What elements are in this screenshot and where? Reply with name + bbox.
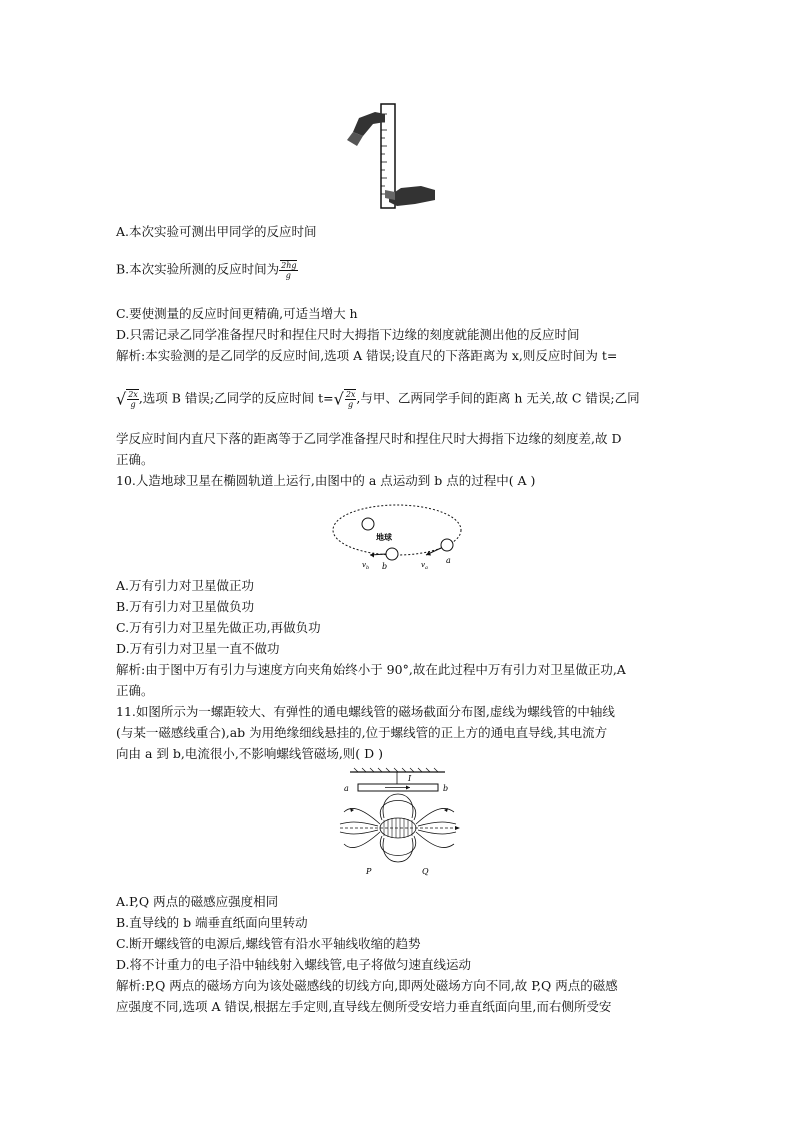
vb-label: $v_b$ bbox=[362, 561, 370, 571]
b-label: b bbox=[382, 562, 388, 571]
q9-explanation-3: 学反应时间内直尺下落的距离等于乙同学准备捏尺时和捏住尺时大拇指下边缘的刻度差,故 D bbox=[116, 431, 622, 446]
q9-explanation-2b: ,与甲、乙两同学手间的距离 h 无关,故 C 错误;乙同 bbox=[356, 390, 640, 406]
q9-explanation-1: 解析:本实验测的是乙同学的反应时间,选项 A 错误;设直尺的下落距离为 x,则反应时间为 t= bbox=[116, 348, 618, 363]
sqrt-1: √ $\frac{2x}{g}$ bbox=[116, 389, 138, 409]
q11-explanation-1: 解析:P,Q 两点的磁场方向为该处磁感线的切线方向,即两处磁场方向不同,故 P,Q 两点的磁感 bbox=[116, 978, 618, 993]
q9-option-b-denominator: g bbox=[285, 271, 291, 280]
q10-option-c: C.万有引力对卫星先做正功,再做负功 bbox=[116, 620, 321, 635]
point-q-label: Q bbox=[422, 867, 429, 876]
q9-option-b bbox=[116, 260, 298, 280]
q9-explanation-4: 正确。 bbox=[116, 452, 154, 467]
current-label: I bbox=[408, 774, 412, 783]
q9-option-a: A.本次实验可测出甲同学的反应时间 bbox=[116, 224, 317, 239]
sqrt-2: √ $\frac{2x}{g}$ bbox=[333, 389, 356, 409]
q9-option-c: C.要使测量的反应时间更精确,可适当增大 h bbox=[116, 306, 358, 321]
q11-stem-1: 11.如图所示为一螺距较大、有弹性的通电螺线管的磁场截面分布图,虚线为螺线管的中轴线 bbox=[116, 704, 615, 719]
frac2-num: 2x bbox=[345, 390, 356, 399]
wire-b-label: b bbox=[443, 784, 449, 793]
q10-explanation-2: 正确。 bbox=[116, 683, 154, 698]
orbit-figure bbox=[330, 497, 465, 577]
q9-option-b-fraction bbox=[279, 260, 297, 280]
q11-option-a: A.P,Q 两点的磁感应强度相同 bbox=[116, 894, 279, 909]
frac1-num: 2x bbox=[128, 390, 138, 399]
a-label: a bbox=[446, 556, 451, 565]
q10-explanation-1: 解析:由于图中万有引力与速度方向夹角始终小于 90°,故在此过程中万有引力对卫星做正功,A bbox=[116, 662, 626, 677]
frac2-den: g bbox=[348, 400, 354, 409]
q11-option-c: C.断开螺线管的电源后,螺线管有沿水平轴线收缩的趋势 bbox=[116, 936, 421, 951]
q10-option-b: B.万有引力对卫星做负功 bbox=[116, 599, 255, 614]
q11-explanation-2: 应强度不同,选项 A 错误,根据左手定则,直导线左侧所受安培力垂直纸面向里,而右侧所受安 bbox=[116, 999, 612, 1014]
earth-label: 地球 bbox=[376, 533, 392, 542]
q9-option-b-text: B.本次实验所测的反应时间为 bbox=[116, 261, 280, 277]
q10-option-d: D.万有引力对卫星一直不做功 bbox=[116, 641, 280, 656]
point-p-label: P bbox=[366, 867, 372, 876]
ruler-figure bbox=[345, 100, 440, 215]
q11-stem-3: 向由 a 到 b,电流很小,不影响螺线管磁场,则( D ) bbox=[116, 746, 384, 761]
va-label: $v_a$ bbox=[421, 561, 428, 571]
q10-option-a: A.万有引力对卫星做正功 bbox=[116, 578, 255, 593]
solenoid-figure bbox=[330, 766, 470, 881]
wire-a-label: a bbox=[344, 784, 349, 793]
q9-option-d: D.只需记录乙同学准备捏尺时和捏住尺时大拇指下边缘的刻度就能测出他的反应时间 bbox=[116, 327, 580, 342]
q9-explanation-2a: ,选项 B 错误;乙同学的反应时间 t= bbox=[138, 390, 334, 406]
q11-stem-2: (与某一磁感线重合),ab 为用绝缘细线悬挂的,位于螺线管的正上方的通电直导线,其电流方 bbox=[116, 725, 608, 740]
q9-option-b-numerator: 2hg bbox=[281, 261, 297, 270]
frac1-den: g bbox=[130, 400, 136, 409]
q9-explanation-2 bbox=[116, 389, 640, 409]
q11-option-d: D.将不计重力的电子沿中轴线射入螺线管,电子将做匀速直线运动 bbox=[116, 957, 472, 972]
q11-option-b: B.直导线的 b 端垂直纸面向里转动 bbox=[116, 915, 308, 930]
q10-stem: 10.人造地球卫星在椭圆轨道上运行,由图中的 a 点运动到 b 点的过程中( A ) bbox=[116, 473, 536, 488]
